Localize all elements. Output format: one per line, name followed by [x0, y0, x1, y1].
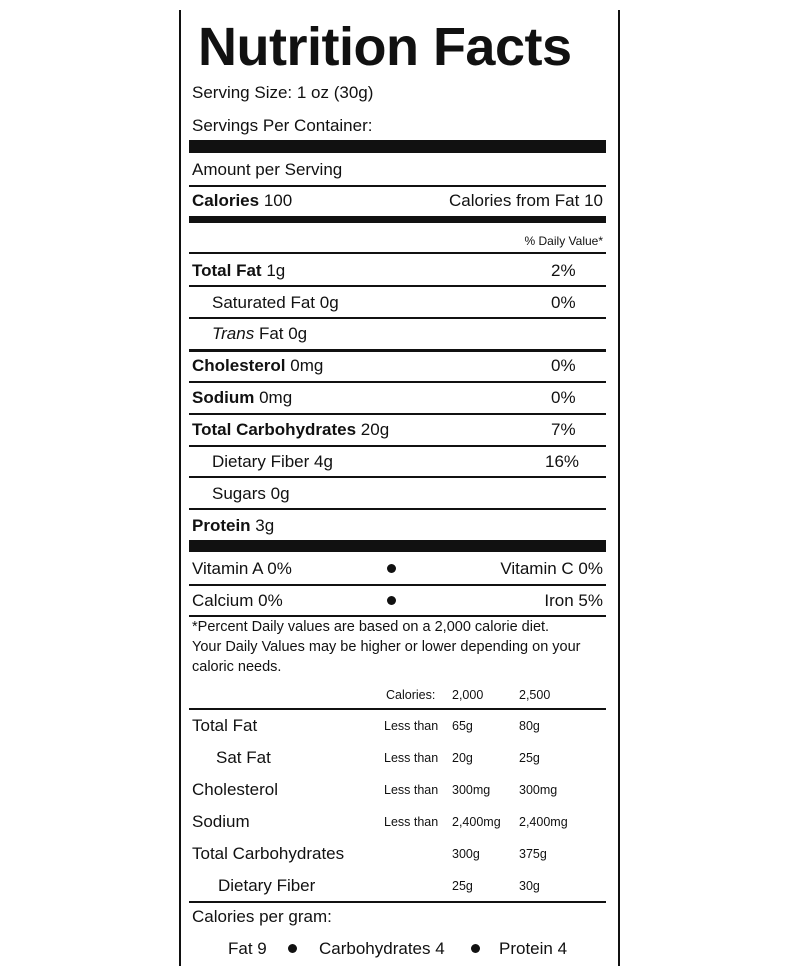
- divider: [189, 349, 606, 352]
- reference-row-name: Cholesterol: [192, 780, 278, 799]
- reference-row-name: Sodium: [192, 812, 250, 831]
- servings-per-container: Servings Per Container:: [192, 116, 373, 135]
- amount-per-serving: Amount per Serving: [192, 160, 343, 179]
- nutrient-label: Sodium: [192, 388, 255, 407]
- nutrient-row-sugars: [212, 484, 290, 504]
- vitamin-c: Vitamin C 0%: [500, 559, 603, 578]
- calories-from-fat: Calories from Fat 10: [449, 191, 603, 210]
- bullet-dot: [471, 944, 480, 953]
- nutrition-facts-label: [179, 10, 620, 966]
- nutrient-label: Trans: [212, 324, 255, 343]
- bullet-dot: [288, 944, 297, 953]
- reference-row-qualifier: Less than: [384, 783, 439, 797]
- reference-row-name: Sat Fat: [216, 748, 271, 767]
- reference-row-value-2000: 300g: [452, 847, 480, 861]
- nutrient-label: Protein: [192, 516, 251, 535]
- reference-row-value-2500: 25g: [519, 751, 540, 765]
- reference-row-qualifier: Less than: [384, 815, 439, 829]
- reference-row-value-2000: 300mg: [452, 783, 491, 797]
- nutrient-amount: 1g: [266, 261, 286, 280]
- divider: [189, 708, 606, 710]
- divider: [189, 445, 606, 447]
- calories-row: [192, 191, 292, 211]
- nutrient-label: Total Fat: [192, 261, 262, 280]
- divider: [189, 476, 606, 478]
- reference-row-value-2000: 25g: [452, 879, 473, 893]
- divider: [189, 413, 606, 415]
- nutrient-row-saturated-fat: [212, 293, 339, 313]
- nutrient-row-dietary-fiber: [212, 452, 333, 472]
- reference-row-value-2000: 20g: [452, 751, 473, 765]
- serving-size: Serving Size: 1 oz (30g): [192, 83, 374, 102]
- divider: [189, 252, 606, 254]
- divider: [189, 615, 606, 617]
- divider: [189, 901, 606, 903]
- reference-col-2500: 2,500: [519, 688, 551, 702]
- nutrient-dv: 0%: [551, 388, 576, 407]
- bullet-dot: [387, 596, 396, 605]
- footnote-line: Your Daily Values may be higher or lower depending on your: [192, 639, 581, 655]
- nutrient-dv: 0%: [551, 356, 576, 375]
- nutrient-label: Saturated Fat: [212, 293, 316, 312]
- calories-label: Calories: [192, 191, 260, 210]
- nutrient-dv: 16%: [545, 452, 580, 471]
- iron: Iron 5%: [544, 591, 603, 610]
- nutrient-amount: 20g: [360, 420, 390, 439]
- nutrient-amount: 3g: [255, 516, 275, 535]
- nutrient-row-trans-fat: [212, 324, 307, 344]
- divider: [189, 381, 606, 383]
- nutrient-label: Cholesterol: [192, 356, 286, 375]
- divider: [189, 584, 606, 586]
- nutrient-label: Sugars: [212, 484, 266, 503]
- nutrient-amount: Fat 0g: [258, 324, 308, 343]
- nutrient-row-total-fat: [192, 261, 285, 281]
- footnote-line: caloric needs.: [192, 659, 282, 675]
- reference-row-value-2500: 300mg: [519, 783, 558, 797]
- divider: [189, 508, 606, 510]
- calories-per-gram-carbohydrates: Carbohydrates 4: [319, 939, 445, 958]
- reference-row-value-2500: 80g: [519, 719, 540, 733]
- medium-divider: [189, 216, 606, 223]
- reference-row-name: Total Carbohydrates: [192, 844, 345, 863]
- label-title: Nutrition Facts: [198, 17, 572, 77]
- footnote-line: *Percent Daily values are based on a 2,000 calorie diet.: [192, 619, 550, 635]
- reference-row-name: Total Fat: [192, 716, 258, 735]
- nutrient-amount: 0mg: [290, 356, 324, 375]
- nutrient-row-sodium: [192, 388, 292, 408]
- reference-row-value-2000: 2,400mg: [452, 815, 501, 829]
- vitamin-a: Vitamin A 0%: [192, 559, 292, 578]
- reference-col-2000: 2,000: [452, 688, 484, 702]
- reference-row-value-2000: 65g: [452, 719, 473, 733]
- daily-value-header: % Daily Value*: [524, 234, 603, 248]
- reference-row-value-2500: 2,400mg: [519, 815, 568, 829]
- thick-divider: [189, 140, 606, 153]
- thick-divider: [189, 540, 606, 552]
- reference-row-value-2500: 375g: [519, 847, 547, 861]
- nutrient-amount: 4g: [314, 452, 333, 471]
- divider: [189, 317, 606, 319]
- reference-calories-label: Calories:: [386, 688, 436, 702]
- nutrient-label: Dietary Fiber: [212, 452, 310, 471]
- nutrient-amount: 0mg: [259, 388, 293, 407]
- calories-per-gram-protein: Protein 4: [499, 939, 568, 958]
- nutrient-label: Total Carbohydrates: [192, 420, 357, 439]
- calories-value: 100: [263, 191, 293, 210]
- reference-row-qualifier: Less than: [384, 751, 439, 765]
- reference-row-qualifier: Less than: [384, 719, 439, 733]
- nutrient-amount: 0g: [270, 484, 290, 503]
- divider: [189, 285, 606, 287]
- nutrient-row-cholesterol: [192, 356, 323, 376]
- nutrient-dv: 2%: [551, 261, 576, 280]
- calories-per-gram-fat: Fat 9: [228, 939, 267, 958]
- nutrient-dv: 0%: [551, 293, 576, 312]
- nutrient-row-total-carbohydrates: [192, 420, 389, 440]
- nutrient-row-protein: [192, 516, 274, 536]
- calories-per-gram-label: Calories per gram:: [192, 907, 332, 926]
- calcium: Calcium 0%: [192, 591, 283, 610]
- reference-row-name: Dietary Fiber: [218, 876, 316, 895]
- nutrient-dv: 7%: [551, 420, 576, 439]
- nutrient-amount: 0g: [319, 293, 339, 312]
- bullet-dot: [387, 564, 396, 573]
- reference-row-value-2500: 30g: [519, 879, 540, 893]
- divider: [189, 185, 606, 187]
